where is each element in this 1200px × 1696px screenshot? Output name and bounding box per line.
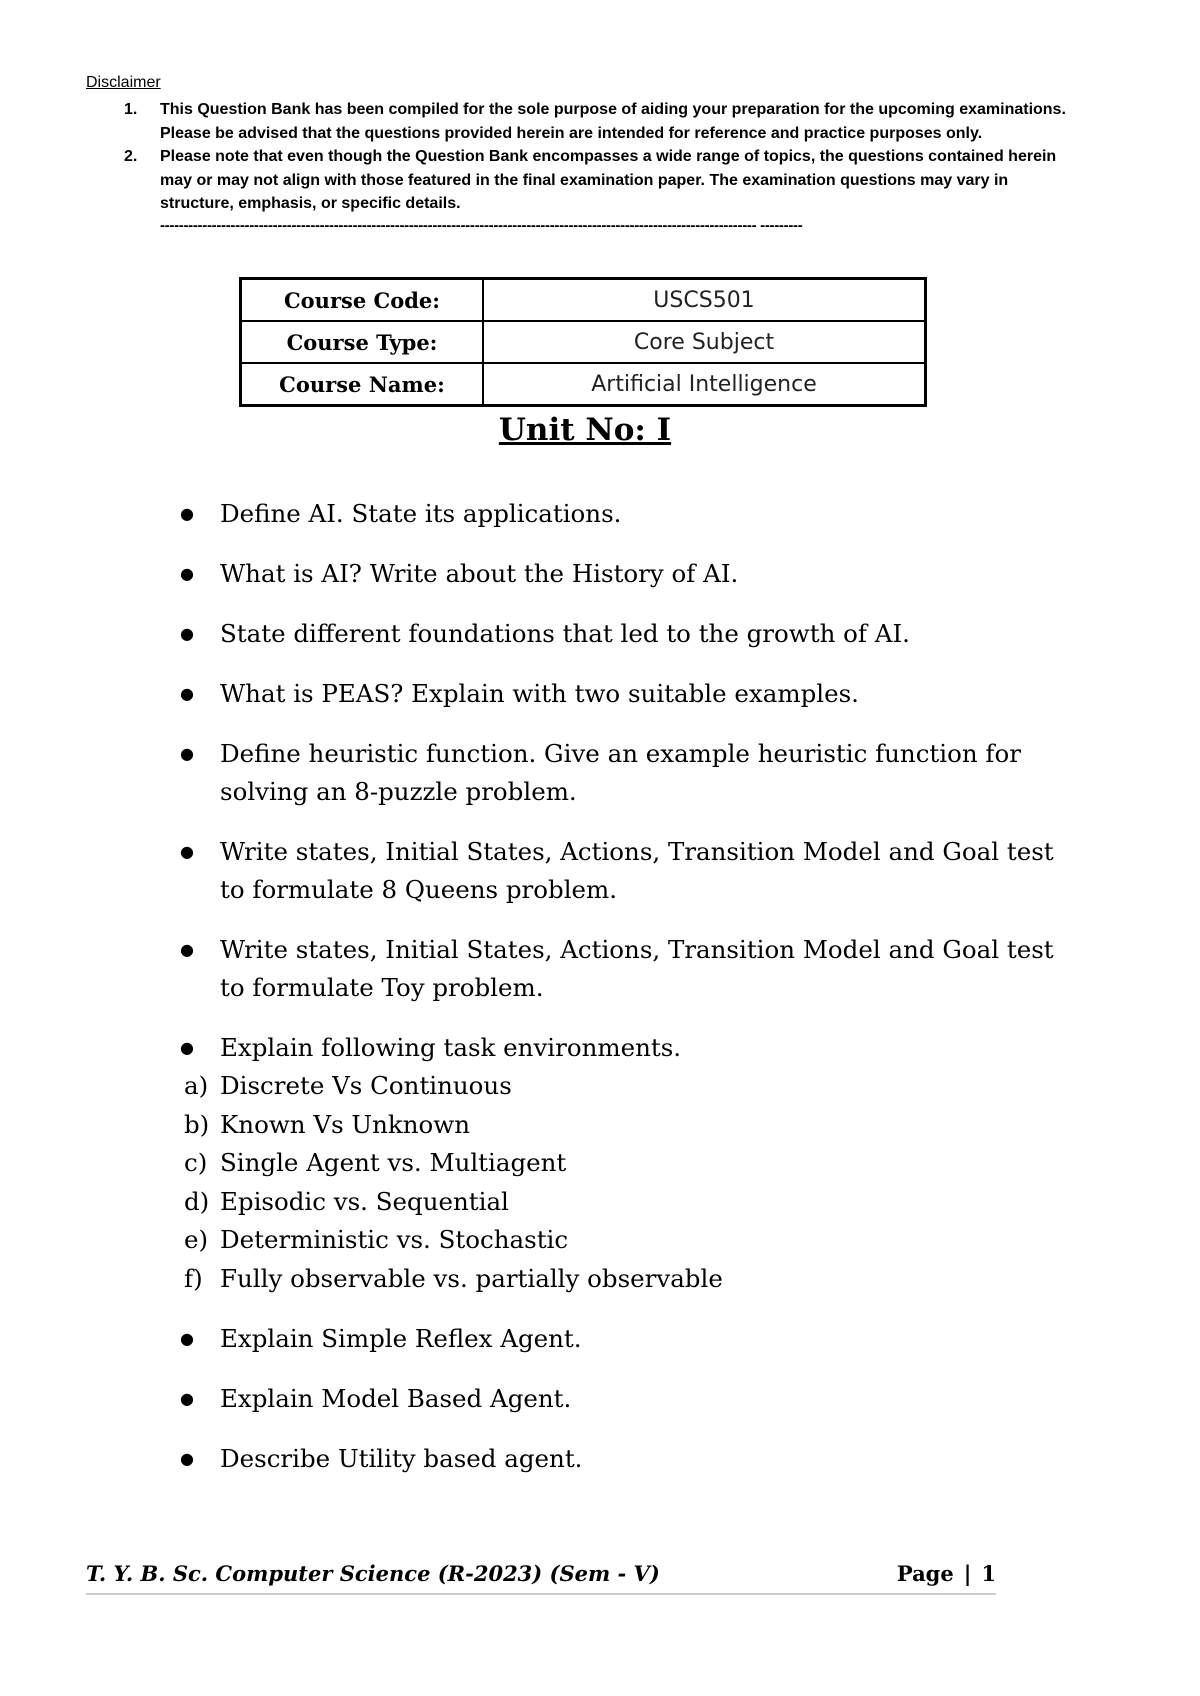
list-item bbox=[180, 1380, 1060, 1418]
sub-item-text: Episodic vs. Sequential bbox=[220, 1186, 509, 1216]
task-environment-list bbox=[180, 1067, 1060, 1298]
table-row bbox=[241, 279, 926, 322]
disclaimer-section bbox=[86, 74, 1086, 236]
list-item bbox=[180, 1144, 1060, 1183]
disclaimer-item-number: 1. bbox=[124, 101, 138, 118]
sub-item-letter: c) bbox=[184, 1148, 208, 1177]
sub-item-text: Discrete Vs Continuous bbox=[220, 1071, 512, 1100]
footer-course-title: T. Y. B. Sc. Computer Science (R-2023) (Sem - V) bbox=[86, 1561, 660, 1586]
list-item bbox=[180, 675, 1060, 713]
list-item bbox=[180, 555, 1060, 593]
question-text: Write states, Initial States, Actions, Transition Model and Goal test to formulate 8 Queens problem. bbox=[220, 837, 1054, 904]
disclaimer-title: Disclaimer bbox=[86, 74, 161, 91]
disclaimer-item bbox=[86, 145, 1086, 216]
course-code-label: Course Code: bbox=[241, 279, 484, 322]
disclaimer-item bbox=[86, 98, 1086, 145]
sub-item-text: Known Vs Unknown bbox=[220, 1109, 470, 1139]
page-footer bbox=[86, 1557, 996, 1595]
sub-item-letter: b) bbox=[184, 1109, 210, 1139]
course-info-table bbox=[239, 277, 927, 407]
table-row bbox=[241, 363, 926, 406]
list-item bbox=[180, 1320, 1060, 1358]
question-text: Explain Model Based Agent. bbox=[220, 1384, 572, 1413]
bullet-icon: ● bbox=[180, 624, 194, 643]
question-text: Write states, Initial States, Actions, Transition Model and Goal test to formulate Toy problem. bbox=[220, 935, 1054, 1002]
question-text: Explain following task environments. bbox=[220, 1033, 682, 1062]
question-text: Define heuristic function. Give an example heuristic function for solving an 8-puzzle problem. bbox=[220, 739, 1021, 806]
disclaimer-list bbox=[86, 98, 1086, 216]
list-item bbox=[180, 931, 1060, 1007]
question-text: State different foundations that led to the growth of AI. bbox=[220, 619, 910, 648]
sub-item-letter: a) bbox=[184, 1071, 209, 1100]
sub-item-text: Fully observable vs. partially observable bbox=[220, 1263, 723, 1293]
footer-page-info bbox=[897, 1561, 996, 1586]
sub-item-letter: d) bbox=[184, 1186, 210, 1216]
bullet-icon: ● bbox=[180, 1038, 194, 1057]
sub-item-text: Single Agent vs. Multiagent bbox=[220, 1148, 567, 1177]
disclaimer-item-number: 2. bbox=[124, 148, 138, 165]
course-type-label: Course Type: bbox=[241, 321, 484, 363]
bullet-icon: ● bbox=[180, 1449, 194, 1468]
bullet-icon: ● bbox=[180, 1329, 194, 1348]
list-item bbox=[180, 1221, 1060, 1260]
course-code-value: USCS501 bbox=[483, 279, 926, 322]
disclaimer-item-text: This Question Bank has been compiled for the sole purpose of aiding your preparation for the upcoming examinations. Please be advised that the questions provided herein are intended for reference and practice purposes only. bbox=[160, 101, 1066, 142]
question-text: Describe Utility based agent. bbox=[220, 1444, 583, 1473]
table-row bbox=[241, 321, 926, 363]
list-item bbox=[180, 735, 1060, 811]
dashed-separator: ------------------------------------------------------------------------------------------------------------------------------- --------- bbox=[160, 216, 803, 234]
sub-item-text: Deterministic vs. Stochastic bbox=[220, 1225, 569, 1254]
bullet-icon: ● bbox=[180, 564, 194, 583]
course-name-value: Artificial Intelligence bbox=[483, 363, 926, 406]
question-list bbox=[180, 495, 1060, 1500]
sub-item-letter: f) bbox=[184, 1263, 203, 1293]
question-text: What is PEAS? Explain with two suitable examples. bbox=[220, 679, 859, 708]
bullet-icon: ● bbox=[180, 684, 194, 703]
course-type-value: Core Subject bbox=[483, 321, 926, 363]
footer-separator: | bbox=[963, 1561, 972, 1586]
disclaimer-item-text: Please note that even though the Question Bank encompasses a wide range of topics, the questions contained herein may or may not align with those featured in the final examination paper. The examination questions may vary in structure, emphasis, or specific details. bbox=[160, 148, 1057, 212]
bullet-icon: ● bbox=[180, 504, 194, 523]
unit-title: Unit No: I bbox=[498, 412, 672, 448]
list-item bbox=[180, 833, 1060, 909]
footer-page-number: 1 bbox=[981, 1561, 996, 1586]
list-item bbox=[180, 1067, 1060, 1106]
bullet-icon: ● bbox=[180, 842, 194, 861]
course-name-label: Course Name: bbox=[241, 363, 484, 406]
list-item bbox=[180, 1260, 1060, 1299]
bullet-icon: ● bbox=[180, 940, 194, 959]
list-item bbox=[180, 495, 1060, 533]
question-text: Explain Simple Reflex Agent. bbox=[220, 1324, 582, 1353]
bullet-icon: ● bbox=[180, 744, 194, 763]
list-item bbox=[180, 1440, 1060, 1478]
list-item bbox=[180, 1183, 1060, 1222]
list-item bbox=[180, 615, 1060, 653]
footer-page-label: Page bbox=[896, 1561, 954, 1586]
question-text: What is AI? Write about the History of AI. bbox=[220, 559, 739, 588]
sub-item-letter: e) bbox=[184, 1225, 209, 1254]
list-item bbox=[180, 1029, 1060, 1067]
bullet-icon: ● bbox=[180, 1389, 194, 1408]
question-text: Define AI. State its applications. bbox=[220, 499, 622, 528]
list-item bbox=[180, 1106, 1060, 1145]
